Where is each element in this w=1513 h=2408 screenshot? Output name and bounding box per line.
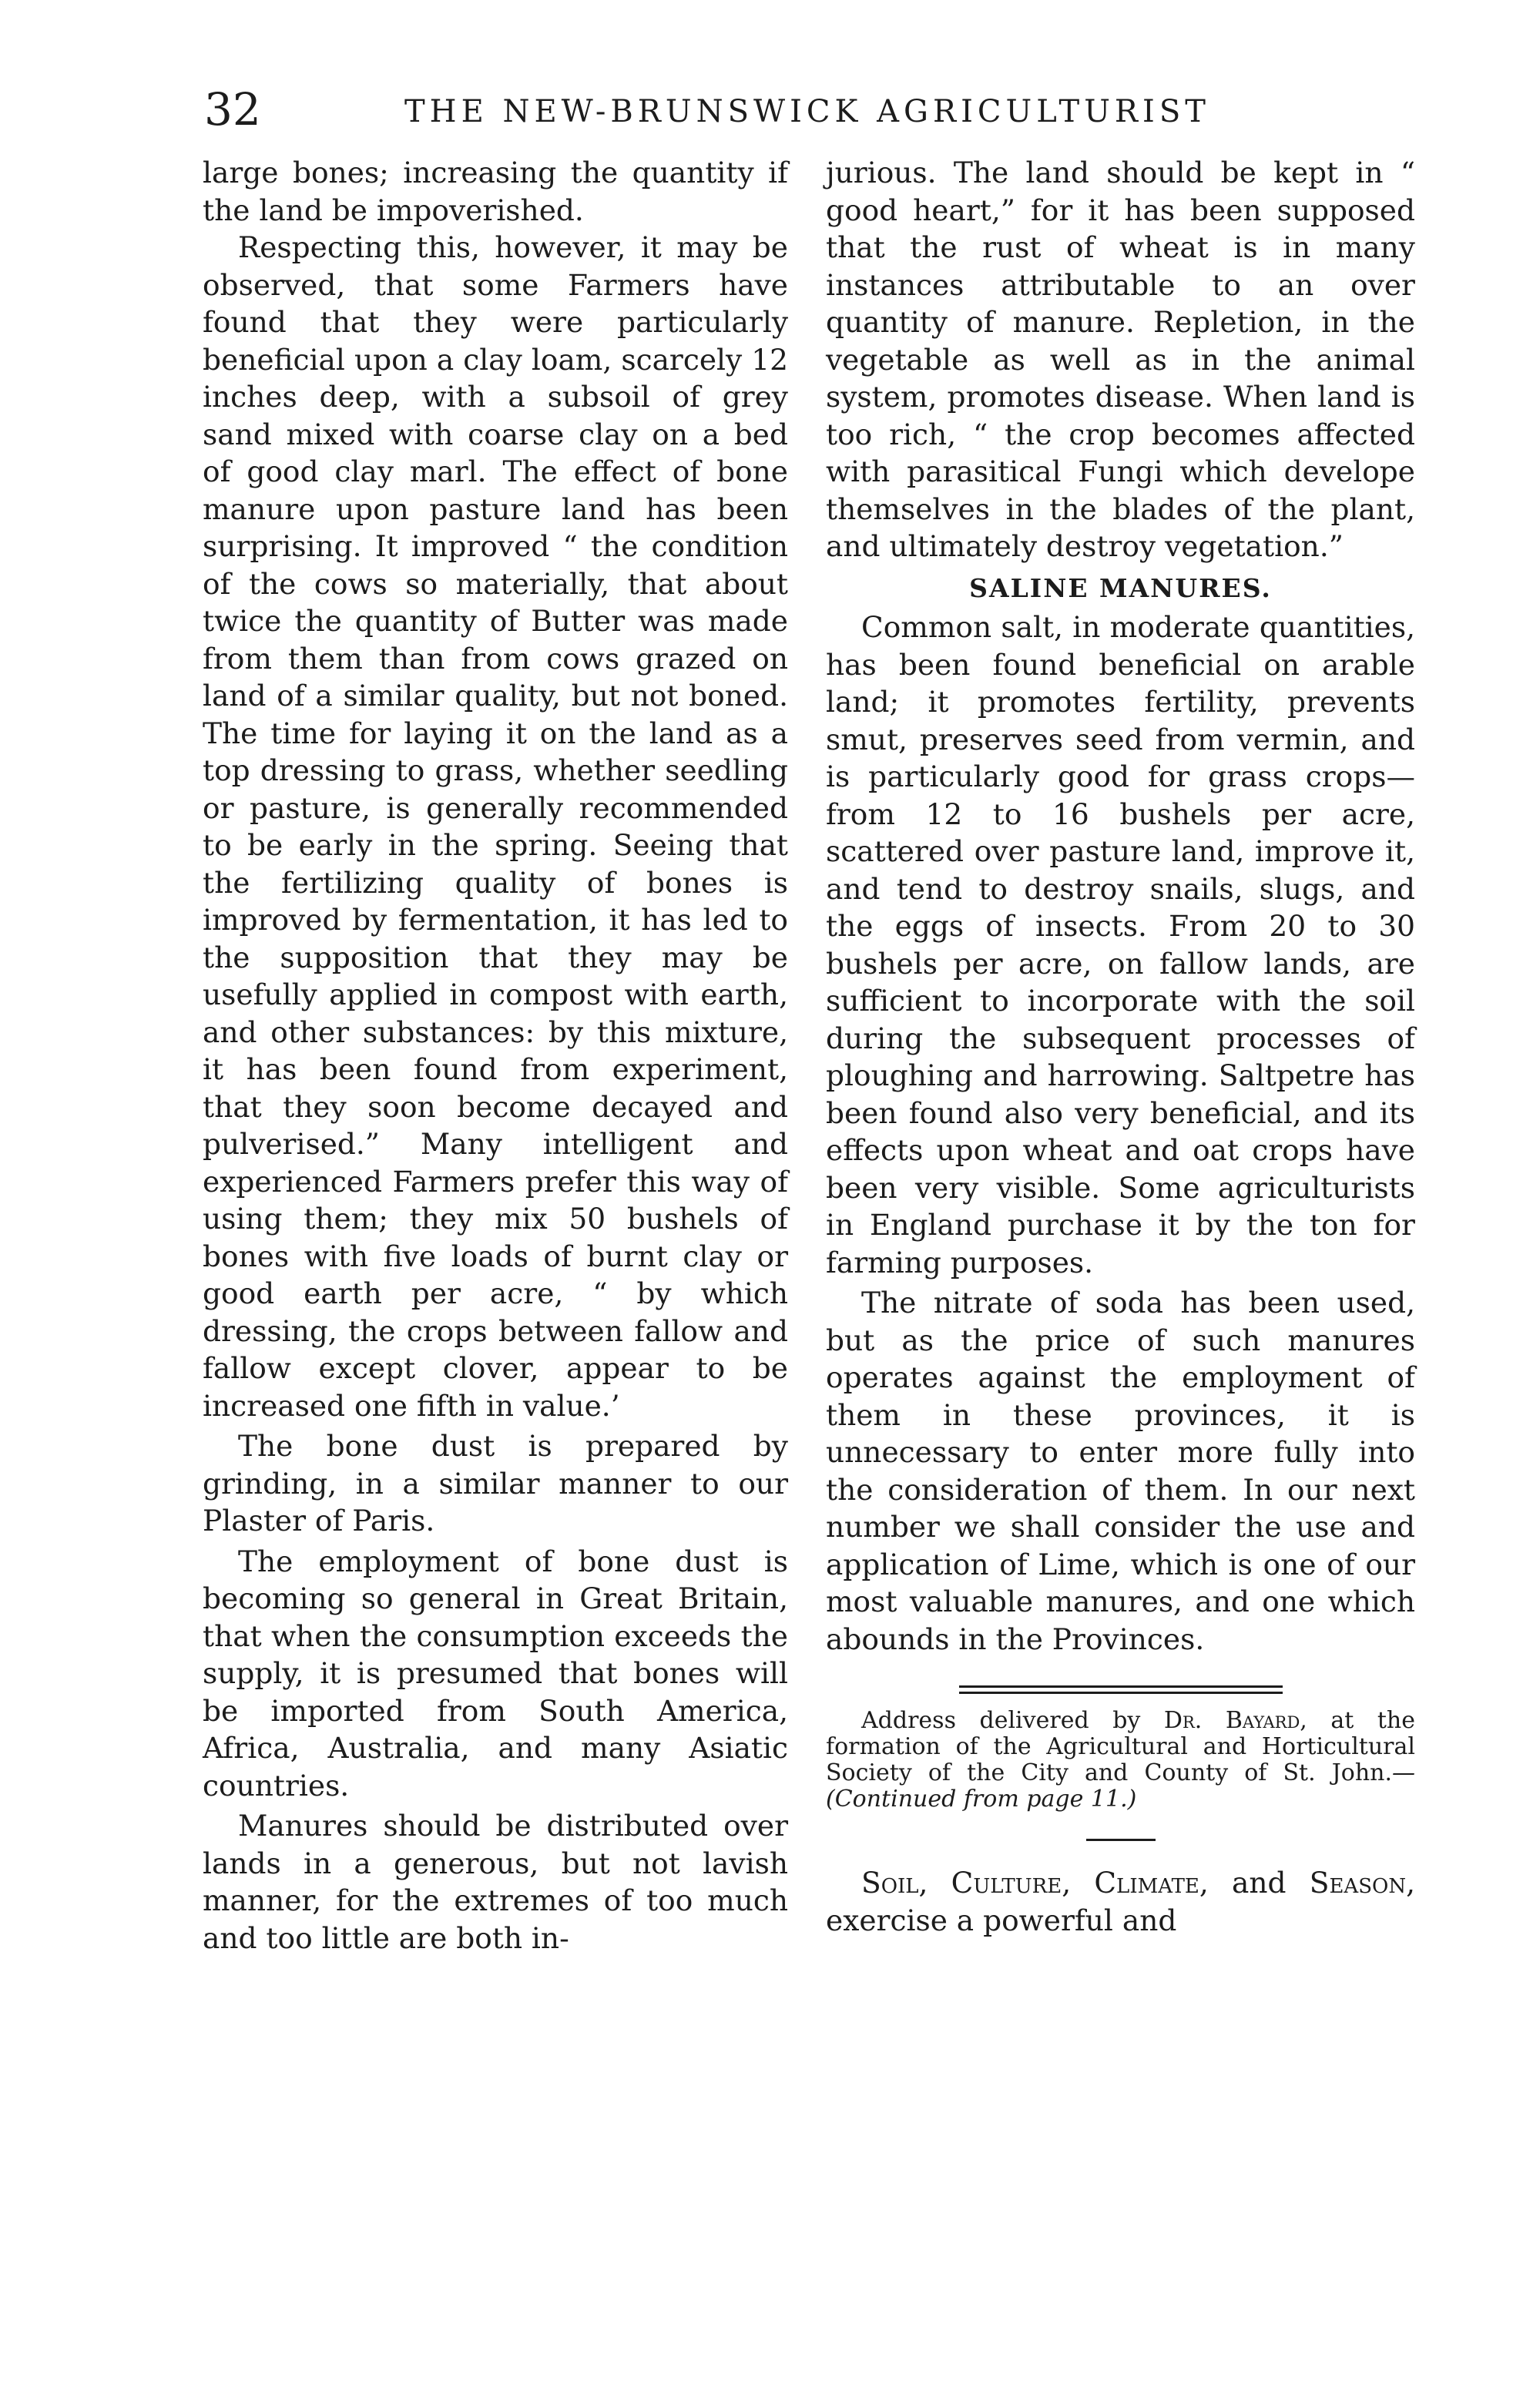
- final-season: Season: [1309, 1866, 1407, 1900]
- section-heading: SALINE MANURES.: [969, 572, 1272, 603]
- paragraph: [826, 1864, 1415, 1939]
- paragraph: Respecting this, however, it may be observed, that some Farmers have found that they were particularly beneficial upon a clay loam, scarcely 12 inches deep, with a subsoil of grey sand mixed with coarse clay on a bed of good clay marl. The effect of bone manure upon pasture land has been surprising. It improved “ the condition of the cows so materially, that about twice the quantity of Butter was made from them than from cows grazed on land of a similar quality, but not boned. The time for laying it on the land as a top dressing to grass, whether seedling or pasture, is generally recommended to be early in the spring. Seeing that the fertilizing quality of bones is improved by fermentation, it has led to the supposition that they may be usefully applied in compost with earth, and other substances: by this mixture, it has been found from experiment, that they soon become decayed and pulverised.” Many intelligent and experienced Farmers prefer this way of using them; they mix 50 bushels of bones with five loads of burnt clay or good earth per acre, “ by which dressing, the crops between fallow and fallow except clover, appear to be increased one fifth in value.’: [203, 230, 788, 1423]
- paragraph: The nitrate of soda has been used, but as the price of such manures operates against the employment of them in these provinces, it is unnecessary to enter more fully into the consideration of them. In our next number we shall consider the use and application of Lime, which is one of our most valuable manures, and one which abounds in the Provinces.: [826, 1286, 1415, 1656]
- paragraph: The employment of bone dust is becoming so general in Great Britain, that when the consumption exceeds the supply, it is presumed that bones will be imported from South America, Africa, Australia, and many Asiatic countries.: [203, 1544, 788, 1803]
- article-source-note: [826, 1708, 1415, 1813]
- note-lead: Address delivered by: [861, 1707, 1141, 1734]
- left-column: [203, 154, 788, 1957]
- paragraph: Manures should be distributed over lands in a generous, but not lavish manner, for the extremes of too much and too little are both in-: [203, 1809, 788, 1955]
- final-words: Soil, Culture, Climate,: [861, 1866, 1209, 1900]
- paragraph: large bones; increasing the quantity if the land be impoverished.: [203, 156, 788, 227]
- note-author: Dr. Bayard: [1163, 1707, 1300, 1734]
- page-header: [204, 83, 1437, 137]
- short-rule: [1086, 1839, 1156, 1841]
- final-and: and: [1208, 1866, 1310, 1900]
- right-column: [826, 154, 1415, 1939]
- paragraph: The bone dust is prepared by grinding, in a similar manner to our Plaster of Paris.: [203, 1429, 788, 1538]
- final-rest: , exercise a powerful and: [826, 1866, 1415, 1937]
- note-rest: , at the formation of the Agricultural and Horticultural Society of the City and County of St. John.: [826, 1707, 1415, 1786]
- running-title: THE NEW-BRUNSWICK AGRICULTURIST: [404, 94, 1210, 129]
- double-rule: [959, 1685, 1283, 1694]
- page-number: 32: [204, 83, 261, 136]
- note-continued: —(Continued from page 11.): [826, 1759, 1415, 1813]
- paragraph: jurious. The land should be kept in “ good heart,” for it has been supposed that the rust of wheat is in many instances attributable to an over quantity of manure. Repletion, in the vegetable as well as in the animal system, promotes disease. When land is too rich, “ the crop becomes affected with parasitical Fungi which develope themselves in the blades of the plant, and ultimately destroy vegetation.”: [826, 156, 1415, 563]
- paragraph: Common salt, in moderate quantities, has been found beneficial on arable land; it promotes fertility, prevents smut, preserves seed from vermin, and is particularly good for grass crops—from 12 to 16 bushels per acre, scattered over pasture land, improve it, and tend to destroy snails, slugs, and the eggs of insects. From 20 to 30 bushels per acre, on fallow lands, are sufficient to incorporate with the soil during the subsequent processes of ploughing and harrowing. Saltpetre has been found also very beneficial, and its effects upon wheat and oat crops have been very visible. Some agriculturists in England purchase it by the ton for farming purposes.: [826, 610, 1415, 1279]
